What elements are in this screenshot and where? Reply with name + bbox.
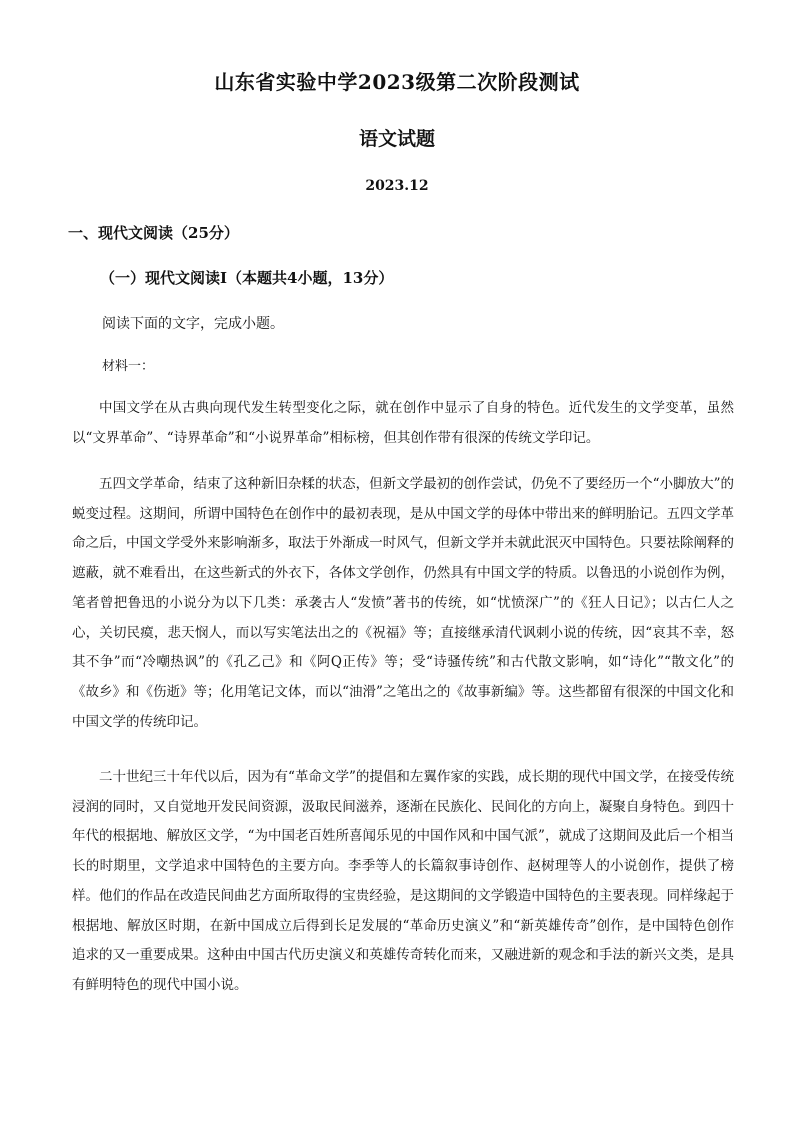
reading-instruction: 阅读下面的文字，完成小题。 bbox=[102, 316, 284, 332]
exam-title: 山东省实验中学2023级第二次阶段测试 bbox=[214, 70, 580, 94]
subsection-heading: （一）现代文阅读Ⅰ（本题共4小题，13分） bbox=[100, 269, 394, 287]
exam-subtitle: 语文试题 bbox=[358, 128, 435, 150]
paragraph-2: 五四文学革命，结束了这种新旧杂糅的状态，但新文学最初的创作尝试，仍免不了要经历一个“小脚放大”的蜕变过程。这期间，所谓中国特色在创作中的最初表现，是从中国文学的母体中带出来的鲜明胎记。五四文学革命之后，中国文学受外来影响渐多，取法于外渐成一时风气，但新文学并未就此泯灭中国特色。只要祛除阐释的遮蔽，就不难看出，在这些新式的外衣下，各体文学创作，仍然具有中国文学的特质。以鲁迅的小说创作为例，笔者曾把鲁迅的小说分为以下几类：承袭古人“发愤”著书的传统，如“忧愤深广”的《狂人日记》；以古仁人之心，关切民瘼，悲天悯人，而以写实笔法出之的《祝福》等；直接继承清代讽刺小说的传统，因“哀其不幸，怒其不争”而“冷嘲热讽”的《孔乙己》和《阿Q正传》等；受“诗骚传统”和古代散文影响，如“诗化”“散文化”的《故乡》和《伤逝》等；化用笔记文体，而以“油滑”之笔出之的《故事新编》等。这些都留有很深的中国文化和中国文学的传统印记。 bbox=[72, 476, 734, 730]
material-label: 材料一： bbox=[102, 359, 155, 374]
exam-date: 2023.12 bbox=[365, 178, 429, 194]
paragraph-1: 中国文学在从古典向现代发生转型变化之际，就在创作中显示了自身的特色。近代发生的文学变革，虽然以“文界革命”、“诗界革命”和“小说界革命”相标榜，但其创作带有很深的传统文学印记。 bbox=[72, 400, 734, 446]
section-heading: 一、现代文阅读（25分） bbox=[68, 224, 239, 242]
paragraph-3: 二十世纪三十年代以后，因为有“革命文学”的提倡和左翼作家的实践，成长期的现代中国文学，在接受传统浸润的同时，又自觉地开发民间资源，汲取民间滋养，逐渐在民族化、民间化的方向上，凝聚自身特色。到四十年代的根据地、解放区文学，“为中国老百姓所喜闻乐见的中国作风和中国气派”，就成了这期间及此后一个相当长的时期里，文学追求中国特色的主要方向。李季等人的长篇叙事诗创作、赵树理等人的小说创作，提供了榜样。他们的作品在改造民间曲艺方面所取得的宝贵经验，是这期间的文学锻造中国特色的主要表现。同样缘起于根据地、解放区时期，在新中国成立后得到长足发展的“革命历史演义”和“新英雄传奇”创作，是中国特色创作追求的又一重要成果。这种由中国古代历史演义和英雄传奇转化而来，又融进新的观念和手法的新兴文类，是具有鲜明特色的现代中国小说。 bbox=[72, 769, 734, 993]
